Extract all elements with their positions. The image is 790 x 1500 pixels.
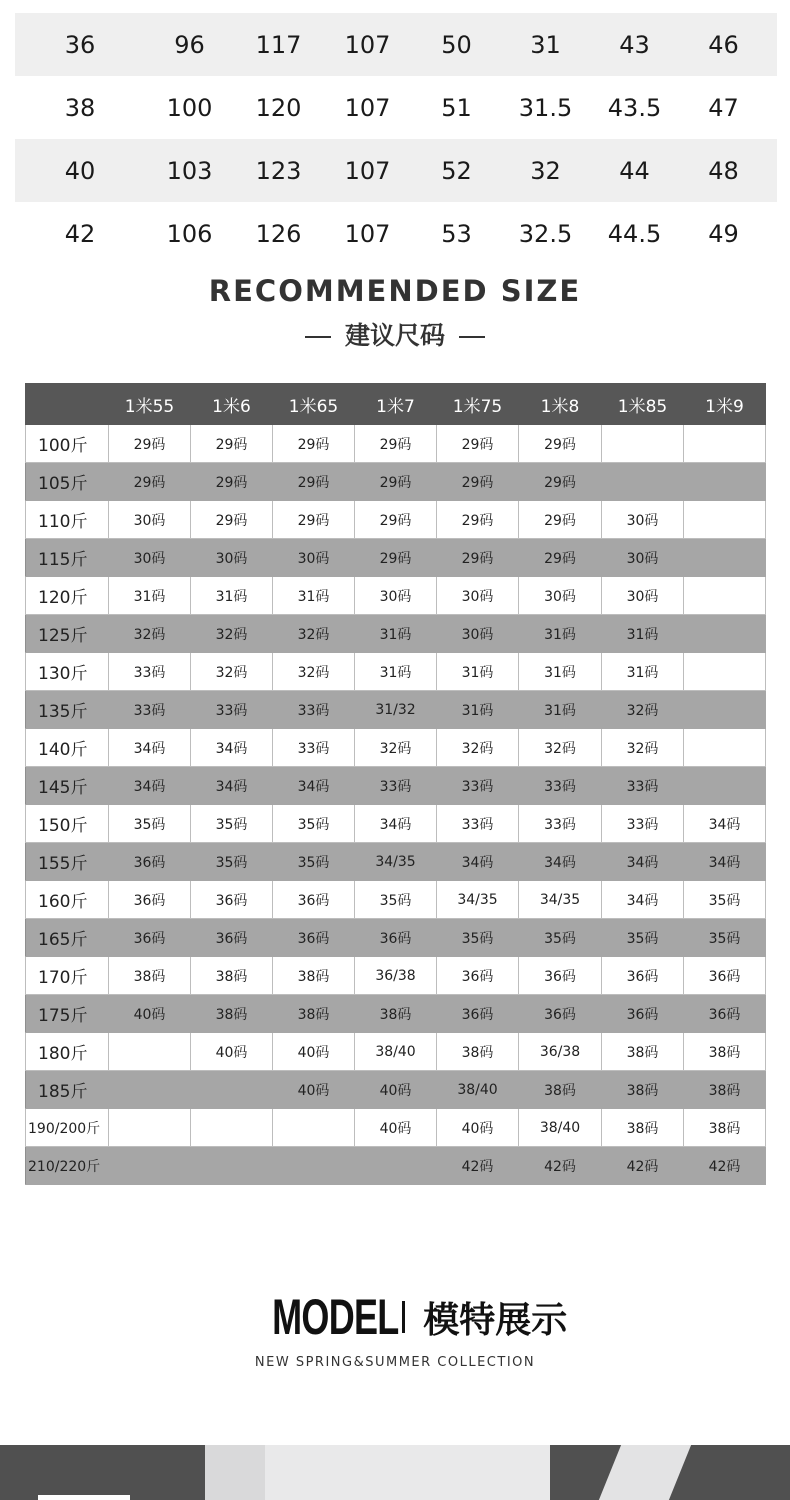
size-cell: 29码	[355, 501, 437, 539]
measurement-cell: 40	[64, 156, 96, 185]
size-cell: 30码	[109, 539, 191, 577]
measurement-cell: 31.5	[518, 93, 573, 122]
weight-label: 130斤	[26, 653, 109, 691]
size-cell	[684, 425, 766, 463]
size-cell: 30码	[191, 539, 273, 577]
size-cell: 36码	[684, 957, 766, 995]
size-row	[26, 1109, 766, 1147]
size-cell: 29码	[519, 539, 602, 577]
size-cell: 38码	[519, 1071, 602, 1109]
size-cell: 33码	[437, 805, 519, 843]
size-cell: 29码	[273, 425, 355, 463]
size-cell: 29码	[437, 501, 519, 539]
collection-tagline: NEW SPRING&SUMMER COLLECTION	[254, 1355, 536, 1370]
size-cell: 29码	[355, 463, 437, 501]
size-cell: 35码	[355, 881, 437, 919]
size-cell: 36码	[684, 995, 766, 1033]
size-cell: 42码	[602, 1147, 684, 1185]
subtitle-text: 建议尺码	[344, 321, 445, 350]
size-cell: 33码	[355, 767, 437, 805]
size-cell: 33码	[273, 729, 355, 767]
shirt-sleeve	[205, 1445, 265, 1500]
weight-label: 145斤	[26, 767, 109, 805]
size-cell: 34码	[684, 805, 766, 843]
size-cell: 34码	[519, 843, 602, 881]
size-cell: 33码	[602, 767, 684, 805]
measurement-cell: 123	[255, 156, 302, 185]
size-cell	[684, 463, 766, 501]
model-heading	[0, 1288, 790, 1346]
weight-label: 155斤	[26, 843, 109, 881]
size-row	[26, 1071, 766, 1109]
measurement-cell: 107	[344, 30, 391, 59]
size-cell: 29码	[355, 539, 437, 577]
size-cell: 36码	[273, 881, 355, 919]
size-cell: 31码	[519, 691, 602, 729]
size-cell: 31码	[355, 615, 437, 653]
weight-label: 160斤	[26, 881, 109, 919]
size-cell: 38/40	[355, 1033, 437, 1071]
size-cell: 40码	[355, 1109, 437, 1147]
size-cell: 31/32	[355, 691, 437, 729]
size-cell: 32码	[355, 729, 437, 767]
size-cell: 38码	[437, 1033, 519, 1071]
size-cell: 33码	[191, 691, 273, 729]
measurement-cell: 96	[174, 30, 205, 59]
size-cell: 34码	[437, 843, 519, 881]
size-cell: 36码	[519, 995, 602, 1033]
height-column-header: 1米55	[109, 384, 191, 425]
size-cell: 40码	[191, 1033, 273, 1071]
size-cell: 34码	[602, 881, 684, 919]
size-cell: 38码	[684, 1033, 766, 1071]
measurement-cell: 38	[64, 93, 96, 122]
weight-label: 115斤	[26, 539, 109, 577]
size-cell	[191, 1071, 273, 1109]
size-cell: 38码	[273, 995, 355, 1033]
measurement-row	[15, 202, 777, 265]
weight-label: 175斤	[26, 995, 109, 1033]
size-cell: 36码	[109, 919, 191, 957]
size-cell: 38/40	[519, 1109, 602, 1147]
size-cell: 36码	[109, 843, 191, 881]
size-row	[26, 1147, 766, 1185]
size-cell: 35码	[684, 919, 766, 957]
size-cell: 35码	[519, 919, 602, 957]
size-cell: 34码	[109, 729, 191, 767]
size-cell: 38码	[602, 1109, 684, 1147]
size-cell: 32码	[109, 615, 191, 653]
weight-label: 110斤	[26, 501, 109, 539]
measurement-cell: 53	[441, 219, 472, 248]
size-cell: 35码	[684, 881, 766, 919]
weight-label: 125斤	[26, 615, 109, 653]
size-cell: 35码	[437, 919, 519, 957]
size-cell: 34码	[191, 729, 273, 767]
left-dash	[305, 336, 331, 338]
size-cell: 32码	[191, 653, 273, 691]
size-cell: 30码	[355, 577, 437, 615]
size-cell: 32码	[602, 691, 684, 729]
model-photo	[0, 1445, 790, 1500]
size-row	[26, 805, 766, 843]
size-row	[26, 995, 766, 1033]
measurement-cell: 47	[708, 93, 739, 122]
size-cell	[602, 463, 684, 501]
size-cell: 33码	[519, 767, 602, 805]
right-dash	[459, 336, 485, 338]
size-cell: 36码	[437, 957, 519, 995]
size-cell	[191, 1109, 273, 1147]
size-cell	[191, 1147, 273, 1185]
size-cell: 31码	[355, 653, 437, 691]
size-cell: 36码	[109, 881, 191, 919]
size-cell: 30码	[602, 577, 684, 615]
measurement-cell: 36	[64, 30, 96, 59]
size-cell: 31码	[602, 615, 684, 653]
weight-label: 180斤	[26, 1033, 109, 1071]
size-cell: 34/35	[519, 881, 602, 919]
size-cell	[684, 501, 766, 539]
size-cell: 38码	[273, 957, 355, 995]
size-cell: 30码	[602, 501, 684, 539]
size-cell: 42码	[519, 1147, 602, 1185]
weight-label: 140斤	[26, 729, 109, 767]
size-cell: 29码	[355, 425, 437, 463]
recommended-size-title: RECOMMENDED SIZE	[208, 274, 582, 308]
size-cell: 31码	[273, 577, 355, 615]
size-cell	[273, 1147, 355, 1185]
height-column-header: 1米75	[437, 384, 519, 425]
weight-label: 185斤	[26, 1071, 109, 1109]
size-cell: 38码	[602, 1033, 684, 1071]
size-cell: 29码	[109, 463, 191, 501]
size-row	[26, 843, 766, 881]
size-cell: 35码	[602, 919, 684, 957]
size-table-header-row	[26, 384, 766, 425]
size-cell: 29码	[273, 501, 355, 539]
measurement-cell: 43	[619, 30, 650, 59]
size-cell: 38码	[191, 995, 273, 1033]
size-cell: 30码	[437, 615, 519, 653]
size-row	[26, 577, 766, 615]
height-column-header: 1米7	[355, 384, 437, 425]
size-row	[26, 957, 766, 995]
size-cell: 36码	[273, 919, 355, 957]
size-cell: 34/35	[437, 881, 519, 919]
size-cell: 32码	[273, 615, 355, 653]
size-cell: 30码	[437, 577, 519, 615]
measurement-cell: 32	[530, 156, 561, 185]
size-cell: 30码	[273, 539, 355, 577]
size-cell: 29码	[437, 539, 519, 577]
size-cell: 31码	[519, 653, 602, 691]
size-row	[26, 539, 766, 577]
size-cell	[355, 1147, 437, 1185]
height-column-header: 1米8	[519, 384, 602, 425]
size-cell: 36码	[191, 919, 273, 957]
size-cell: 29码	[437, 463, 519, 501]
measurement-cell: 42	[64, 219, 96, 248]
size-cell: 29码	[437, 425, 519, 463]
size-cell: 38码	[684, 1109, 766, 1147]
size-cell	[684, 767, 766, 805]
size-cell: 40码	[273, 1071, 355, 1109]
measurement-cell: 120	[255, 93, 302, 122]
size-cell: 36码	[519, 957, 602, 995]
weight-label: 150斤	[26, 805, 109, 843]
measurement-cell: 48	[708, 156, 739, 185]
size-cell	[684, 729, 766, 767]
measurement-cell: 51	[441, 93, 472, 122]
size-cell	[273, 1109, 355, 1147]
measurement-cell: 107	[344, 93, 391, 122]
measurement-cell: 46	[708, 30, 739, 59]
size-cell: 29码	[519, 463, 602, 501]
size-cell: 34码	[684, 843, 766, 881]
size-row	[26, 691, 766, 729]
measurement-cell: 106	[166, 219, 213, 248]
size-row	[26, 881, 766, 919]
size-cell: 40码	[355, 1071, 437, 1109]
size-cell	[684, 539, 766, 577]
size-cell: 29码	[273, 463, 355, 501]
shirt-arm	[599, 1445, 691, 1500]
size-cell: 30码	[109, 501, 191, 539]
size-cell: 34码	[109, 767, 191, 805]
size-cell: 33码	[437, 767, 519, 805]
size-cell: 36码	[602, 957, 684, 995]
title-divider	[402, 1301, 405, 1333]
size-cell: 33码	[602, 805, 684, 843]
size-cell: 38码	[684, 1071, 766, 1109]
size-cell: 36码	[191, 881, 273, 919]
size-cell: 38码	[191, 957, 273, 995]
size-cell: 40码	[437, 1109, 519, 1147]
height-column-header: 1米85	[602, 384, 684, 425]
size-cell: 34码	[273, 767, 355, 805]
size-cell: 35码	[191, 805, 273, 843]
measurement-cell: 107	[344, 219, 391, 248]
size-cell: 36/38	[355, 957, 437, 995]
size-row	[26, 653, 766, 691]
size-cell: 31码	[437, 653, 519, 691]
size-cell: 38码	[355, 995, 437, 1033]
size-cell: 31码	[437, 691, 519, 729]
size-cell: 34/35	[355, 843, 437, 881]
measurement-cell: 49	[708, 219, 739, 248]
size-cell	[684, 577, 766, 615]
size-cell	[109, 1147, 191, 1185]
size-cell: 29码	[191, 425, 273, 463]
photo-corner-strip	[38, 1495, 130, 1500]
weight-label: 170斤	[26, 957, 109, 995]
size-cell: 33码	[109, 653, 191, 691]
size-cell: 40码	[109, 995, 191, 1033]
size-row	[26, 615, 766, 653]
size-cell: 40码	[273, 1033, 355, 1071]
size-cell: 35码	[191, 843, 273, 881]
measurement-cell: 43.5	[607, 93, 662, 122]
size-row	[26, 767, 766, 805]
size-cell: 36/38	[519, 1033, 602, 1071]
size-cell: 33码	[109, 691, 191, 729]
size-cell: 34码	[191, 767, 273, 805]
measurement-cell: 32.5	[518, 219, 573, 248]
weight-label: 105斤	[26, 463, 109, 501]
size-cell: 38码	[109, 957, 191, 995]
size-cell: 30码	[602, 539, 684, 577]
model-title-en: MODEL	[271, 1289, 399, 1345]
measurement-cell: 103	[166, 156, 213, 185]
measurement-table	[15, 13, 777, 265]
size-row	[26, 919, 766, 957]
model-title-cn: 模特展示	[423, 1299, 568, 1341]
size-cell	[684, 653, 766, 691]
size-cell	[109, 1071, 191, 1109]
size-cell: 38码	[602, 1071, 684, 1109]
size-cell: 42码	[684, 1147, 766, 1185]
measurement-cell: 50	[441, 30, 472, 59]
size-cell: 36码	[355, 919, 437, 957]
recommended-size-subtitle	[0, 316, 790, 352]
measurement-cell: 100	[166, 93, 213, 122]
size-cell: 36码	[602, 995, 684, 1033]
size-cell: 31码	[602, 653, 684, 691]
size-row	[26, 425, 766, 463]
size-cell	[109, 1033, 191, 1071]
weight-label: 210/220斤	[26, 1147, 109, 1185]
size-cell: 32码	[602, 729, 684, 767]
measurement-cell: 44.5	[607, 219, 662, 248]
height-column-header: 1米65	[273, 384, 355, 425]
size-cell: 31码	[519, 615, 602, 653]
size-row	[26, 729, 766, 767]
size-cell: 35码	[273, 805, 355, 843]
size-cell	[684, 615, 766, 653]
size-cell: 34码	[602, 843, 684, 881]
size-cell: 36码	[437, 995, 519, 1033]
weight-label: 120斤	[26, 577, 109, 615]
weight-label: 190/200斤	[26, 1109, 109, 1147]
measurement-row	[15, 13, 777, 76]
size-cell: 35码	[273, 843, 355, 881]
measurement-cell: 52	[441, 156, 472, 185]
size-cell: 29码	[191, 463, 273, 501]
measurement-cell: 117	[255, 30, 302, 59]
size-cell: 30码	[519, 577, 602, 615]
measurement-cell: 44	[619, 156, 650, 185]
size-cell: 42码	[437, 1147, 519, 1185]
size-cell: 29码	[519, 425, 602, 463]
weight-label: 100斤	[26, 425, 109, 463]
size-row	[26, 1033, 766, 1071]
measurement-row	[15, 76, 777, 139]
size-cell: 32码	[191, 615, 273, 653]
measurement-cell: 107	[344, 156, 391, 185]
size-cell	[684, 691, 766, 729]
size-cell: 31码	[109, 577, 191, 615]
size-cell: 32码	[437, 729, 519, 767]
size-cell	[109, 1109, 191, 1147]
header-corner	[26, 384, 109, 425]
weight-label: 135斤	[26, 691, 109, 729]
weight-label: 165斤	[26, 919, 109, 957]
size-cell: 32码	[273, 653, 355, 691]
size-cell: 29码	[519, 501, 602, 539]
size-cell: 33码	[519, 805, 602, 843]
size-cell: 29码	[109, 425, 191, 463]
size-cell: 29码	[191, 501, 273, 539]
height-column-header: 1米6	[191, 384, 273, 425]
height-column-header: 1米9	[684, 384, 766, 425]
size-cell: 33码	[273, 691, 355, 729]
size-chart-table	[25, 383, 766, 1185]
size-row	[26, 501, 766, 539]
size-cell: 34码	[355, 805, 437, 843]
size-cell: 35码	[109, 805, 191, 843]
measurement-row	[15, 139, 777, 202]
size-cell: 32码	[519, 729, 602, 767]
size-cell: 38/40	[437, 1071, 519, 1109]
size-cell	[602, 425, 684, 463]
size-row	[26, 463, 766, 501]
measurement-cell: 126	[255, 219, 302, 248]
measurement-cell: 31	[530, 30, 561, 59]
size-cell: 31码	[191, 577, 273, 615]
